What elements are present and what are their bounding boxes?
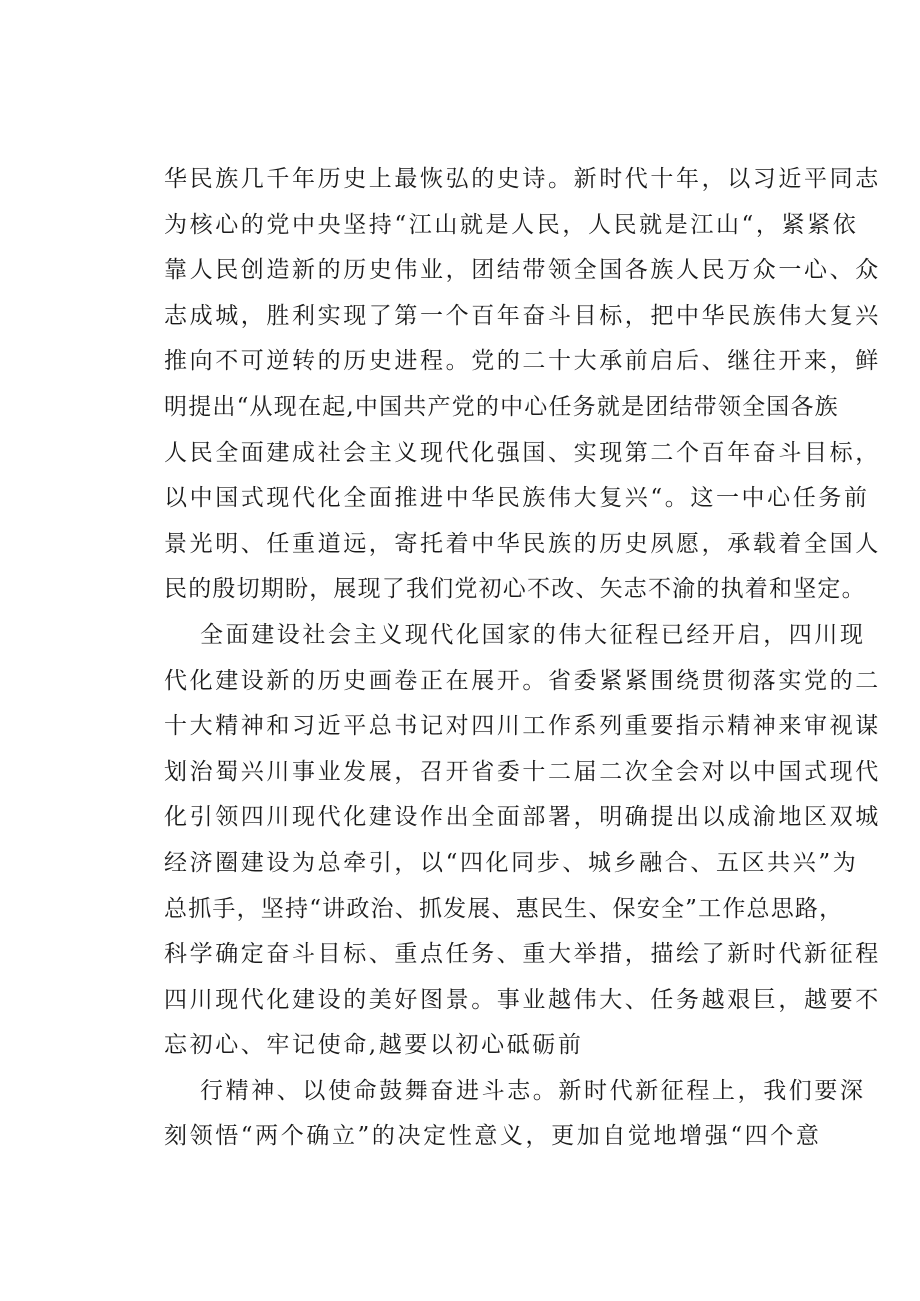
text-line: 靠人民创造新的历史伟业，团结带领全国各族人民万众一心、众 (164, 257, 881, 284)
text-line: 总抓手，坚持“讲政治、抓发展、惠民生、保安全”工作总思路， (164, 895, 844, 922)
text-line: 四川现代化建设的美好图景。事业越伟大、任务越艰巨，越要不 (164, 986, 881, 1013)
text-line: 代化建设新的历史画卷正在展开。省委紧紧围绕贯彻落实党的二 (164, 667, 881, 694)
text-line: 人民全面建成社会主义现代化强国、实现第二个百年奋斗目标， (164, 439, 881, 466)
text-line: 为核心的党中央坚持“江山就是人民，人民就是江山“，紧紧依 (164, 211, 859, 238)
text-line: 明提出“从现在起,中国共产党的中心任务就是团结带领全国各族 (164, 393, 839, 420)
text-line: 刻领悟“两个确立”的决定性意义，更加自觉地增强“四个意 (164, 1123, 822, 1150)
document-body (164, 157, 881, 1160)
text-line: 推向不可逆转的历史进程。党的二十大承前启后、继往开来，鲜 (164, 348, 881, 375)
text-line: 华民族几千年历史上最恢弘的史诗。新时代十年，以习近平同志 (164, 166, 881, 192)
text-line: 化引领四川现代化建设作出全面部署，明确提出以成渝地区双城 (164, 804, 881, 831)
text-line: 以中国式现代化全面推进中华民族伟大复兴“。这一中心任务前 (164, 485, 870, 512)
text-line: 景光明、任重道远，寄托着中华民族的历史夙愿，承载着全国人 (164, 530, 881, 557)
text-line: 十大精神和习近平总书记对四川工作系列重要指示精神来审视谋 (164, 713, 881, 740)
text-line: 划治蜀兴川事业发展，召开省委十二届二次全会对以中国式现代 (164, 758, 881, 785)
text-line: 忘初心、牢记使命,越要以初心砥砺前 (164, 1032, 584, 1059)
text-line: 志成城，胜利实现了第一个百年奋斗目标，把中华民族伟大复兴 (164, 302, 881, 329)
paragraph-start-line: 全面建设社会主义现代化国家的伟大征程已经开启，四川现 (200, 621, 866, 648)
text-line: 民的殷切期盼，展现了我们党初心不改、矢志不渝的执着和坚定。 (164, 576, 866, 603)
text-line: 经济圈建设为总牵引，以“四化同步、城乡融合、五区共兴”为 (164, 849, 859, 876)
text-line: 科学确定奋斗目标、重点任务、重大举措，描绘了新时代新征程 (164, 941, 881, 968)
paragraph-start-line: 行精神、以使命鼓舞奋进斗志。新时代新征程上，我们要深 (200, 1077, 866, 1104)
